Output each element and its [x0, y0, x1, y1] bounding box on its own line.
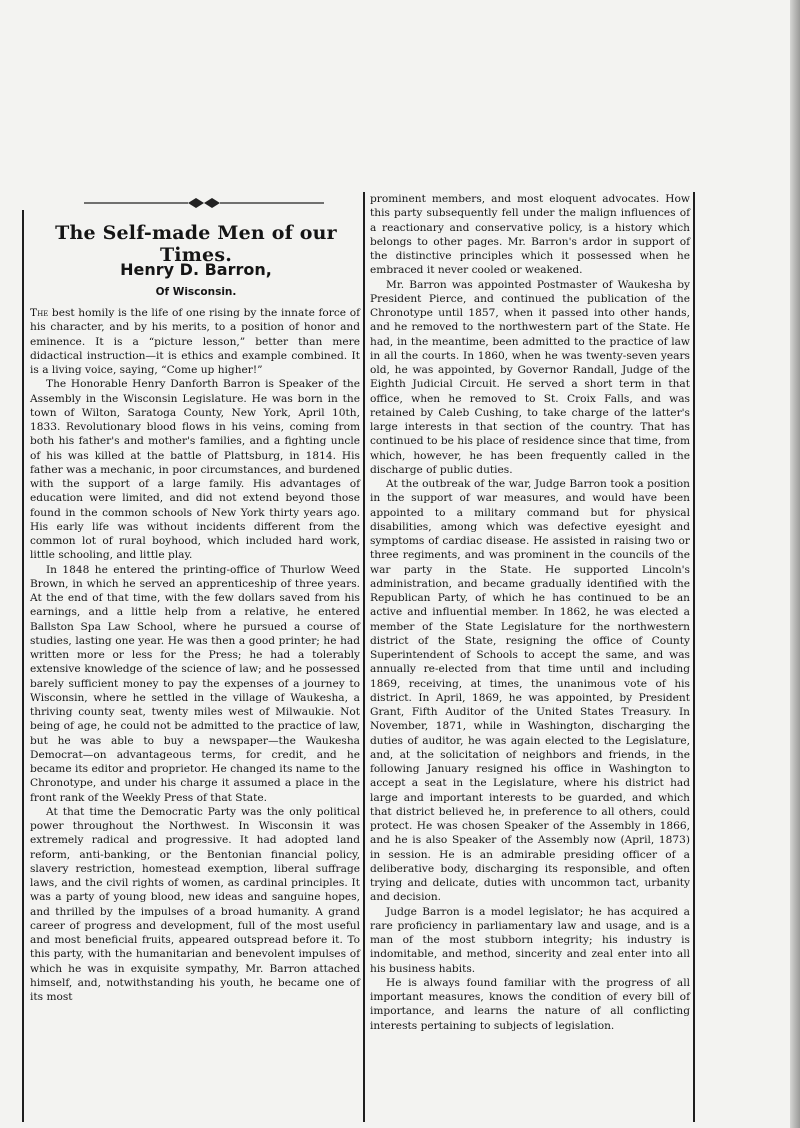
paragraph: Judge Barron is a model legislator; he has acquired a rare proficiency in parliamentary law and usage, and is a man of the most stubborn integrity; his industry is indomitable, and method, sincerity and zeal enter into all his business habits.	[370, 905, 690, 975]
lead-word: The	[30, 307, 49, 319]
right-column	[370, 192, 690, 1033]
paragraph: At the outbreak of the war, Judge Barron took a position in the support of war measures, and would have been appointed to a military command but for physical disabilities, among which was defective eyesight and symptoms of cardiac disease. He assisted in raising two or three regiments, and was prominent in the councils of the war party in the State. He supported Lincoln's administration, and became gradually identified with the Republican Party, of which he has continued to be an active and influential member. In 1862, he was elected a member of the State Legislature for the northwestern district of the State, resigning the office of County Superintendent of Schools to accept the same, and was annually re-elected from that time until and including 1869, receiving, at times, the unanimous vote of his district. In April, 1869, he was appointed, by President Grant, Fifth Auditor of the United States Treasury. In November, 1871, while in Washington, discharging the duties of auditor, he was again elected to the Legislature, and, at the solicitation of neighbors and friends, in the following January resigned his office in Washington to accept a seat in the Legislature, where his district had large and important interests to be guarded, and which that district believed he, in preference to all others, could protect. He was chosen Speaker of the Assembly in 1866, and he is also Speaker of the Assembly now (April, 1873) in session. He is an admirable presiding officer of a deliberative body, discharging its responsible, and often trying and delicate, duties with uncommon tact, urbanity and decision.	[370, 478, 690, 904]
paragraph: In 1848 he entered the printing-office of Thurlow Weed Brown, in which he served an apprenticeship of three years. At the end of that time, with the few dollars saved from his earnings, and a little help from a relative, he entered Ballston Spa Law School, where he pursued a course of studies, lasting one year. He was then a good printer; he had written more or less for the Press; he had a tolerably extensive knowledge of the science of law; and he possessed barely sufficient money to pay the expenses of a journey to Wisconsin, where he settled in the village of Waukesha, a thriving county seat, twenty miles west of Milwaukie. Not being of age, he could not be admitted to the practice of law, but he was able to buy a newspaper—the Waukesha Democrat—on advantageous terms, for credit, and he became its editor and proprietor. He changed its name to the Chronotype, and under his charge it assumed a place in the front rank of the Weekly Press of that State.	[30, 563, 360, 804]
paragraph: The Honorable Henry Danforth Barron is Speaker of the Assembly in the Wisconsin Legislature. He was born in the town of Wilton, Saratoga County, New York, April 10th, 1833. Revolutionary blood flows in his veins, coming from both his father's and mother's families, and a fighting uncle of his was killed at the battle of Plattsburg, in 1814. His father was a mechanic, in poor circumstances, and burdened with the support of a large family. His advantages of education were limited, and did not extend beyond those found in the common schools of New York thirty years ago. His early life was without incidents different from the common lot of rural boyhood, which included hard work, little schooling, and little play.	[30, 378, 360, 562]
paragraph: Mr. Barron was appointed Postmaster of Waukesha by President Pierce, and continued the publication of the Chronotype until 1857, when it passed into other hands, and he removed to the northwestern part of the State. He had, in the meantime, been admitted to the practice of law in all the courts. In 1860, when he was twenty-seven years old, he was appointed, by Governor Randall, Judge of the Eighth Judicial Circuit. He served a short term in that office, when he removed to St. Croix Falls, and was retained by Caleb Cushing, to take charge of the latter's large interests in that section of the country. That has continued to be his place of residence since that time, from which, however, he has been frequently called in the discharge of public duties.	[370, 278, 690, 476]
paragraph: The best homily is the life of one rising by the innate force of his character, and by his merits, to a position of honor and eminence. It is a “picture lesson,” better than mere didactical instruction—it is ethics and example combined. It is a living voice, saying, “Come up higher!”	[30, 307, 360, 376]
right-column-rule	[693, 192, 695, 1122]
paragraph: At that time the Democratic Party was the only political power throughout the Northwest. In Wisconsin it was extremely radical and progressive. It had adopted land reform, anti-banking, or the Bentonian financial policy, slavery restriction, homestead exemption, liberal suffrage laws, and the civil rights of women, as cardinal principles. It was a party of young blood, new ideas and sanguine hopes, and thrilled by the impulses of a broad humanity. A grand career of progress and development, full of the most useful and most beneficial fruits, appeared outspread before it. To this party, with the humanitarian and benevolent impulses of which he was in exquisite sympathy, Mr. Barron attached himself, and, notwithstanding his youth, he became one of its most	[30, 805, 360, 1003]
page-edge-shadow	[790, 0, 800, 1128]
paragraph: prominent members, and most eloquent advocates. How this party subsequently fell under the malign influences of a reactionary and conservative policy, is a history which belongs to other pages. Mr. Barron's ardor in support of the distinctive principles which it possessed when he embraced it never cooled or weakened.	[370, 193, 690, 277]
headline-ornament	[84, 196, 324, 210]
article-headline: The Self-made Men of our Times.	[55, 222, 337, 266]
paragraph: He is always found familiar with the progress of all important measures, knows the condition of every bill of importance, and learns the nature of all conflicting interests pertaining to subjects of legislation.	[370, 976, 690, 1032]
left-column	[30, 306, 360, 1004]
article-subject: Henry D. Barron,	[120, 260, 272, 279]
article-place: Of Wisconsin.	[155, 286, 237, 298]
center-column-rule	[363, 192, 365, 1122]
left-column-rule	[22, 210, 24, 1122]
